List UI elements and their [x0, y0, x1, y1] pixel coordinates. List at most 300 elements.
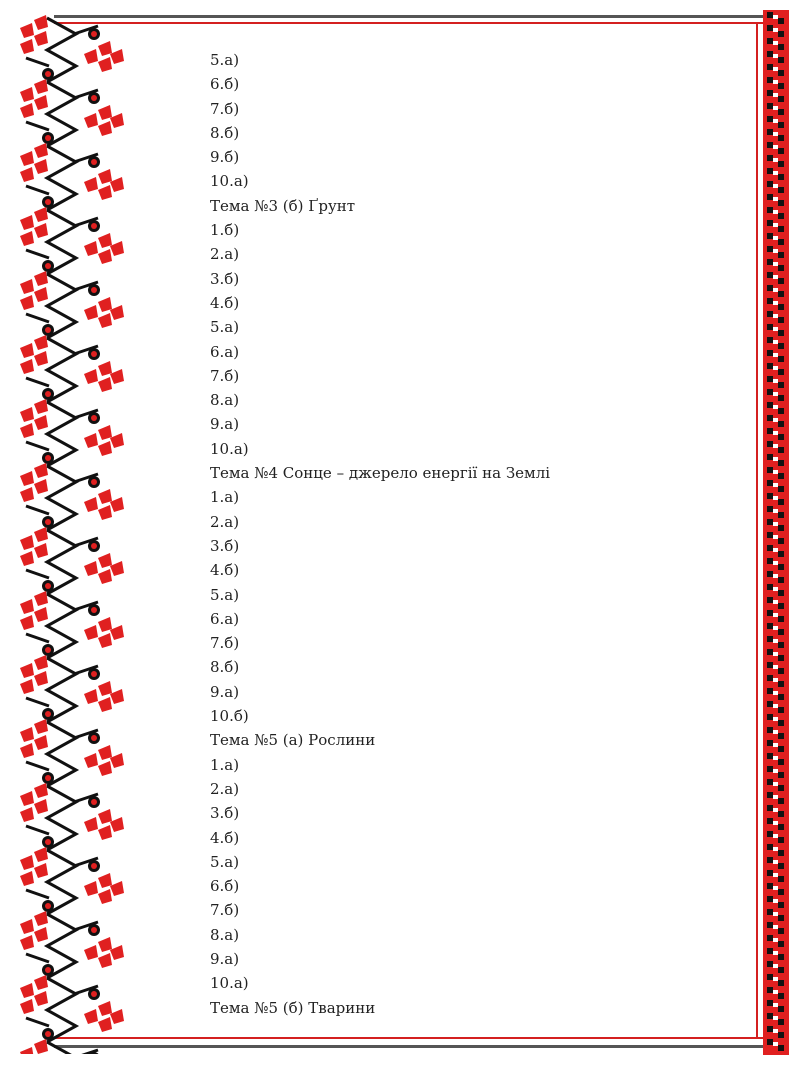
ornament-petal [20, 663, 34, 678]
border-stitch [767, 116, 773, 122]
answer-line: 7.б) [210, 634, 240, 653]
ornament-petal [20, 551, 34, 566]
border-stitch-light [773, 886, 778, 890]
ornament-petal [34, 207, 48, 222]
ornament-petal [98, 761, 112, 776]
border-stitch-light [773, 41, 778, 45]
border-stitch-light [773, 795, 778, 799]
border-stitch [767, 779, 773, 785]
ornament-petal [34, 975, 48, 990]
frame-top-line [54, 15, 764, 18]
border-stitch-light [773, 457, 778, 461]
ornament-petal [34, 735, 48, 750]
ornament-petal [34, 799, 48, 814]
border-stitch [778, 239, 784, 245]
answer-line: 3.б) [210, 269, 240, 288]
border-stitch [767, 753, 773, 759]
border-stitch-light [773, 899, 778, 903]
ornament-petal [98, 553, 112, 568]
ornament-petal [110, 945, 124, 960]
answer-line: 7.б) [210, 99, 240, 118]
ornament-petal [34, 479, 48, 494]
border-stitch-light [773, 327, 778, 331]
answer-line: 9.б) [210, 148, 240, 167]
ornament-petal [110, 817, 124, 832]
border-stitch [767, 467, 773, 473]
answer-line: 2.а) [210, 512, 240, 531]
border-stitch [778, 291, 784, 297]
border-stitch-light [773, 1003, 778, 1007]
border-stitch-light [773, 28, 778, 32]
border-stitch-light [773, 756, 778, 760]
ornament-petal [98, 1017, 112, 1032]
border-stitch [767, 961, 773, 967]
ornament-petal [20, 855, 34, 870]
border-stitch [778, 759, 784, 765]
ornament-petal [34, 271, 48, 286]
border-stitch [778, 421, 784, 427]
border-stitch [767, 246, 773, 252]
border-stitch [778, 343, 784, 349]
ornament-berry-center [91, 159, 97, 165]
border-stitch [767, 584, 773, 590]
border-stitch-light [773, 353, 778, 357]
ornament-branch [26, 186, 49, 194]
ornament-petal [110, 177, 124, 192]
ornament-branch [26, 122, 49, 130]
ornament-branch [26, 954, 49, 962]
border-stitch [767, 389, 773, 395]
ornament-berry-center [91, 543, 97, 549]
frame-right-red-line [756, 22, 758, 1039]
border-stitch-light [773, 808, 778, 812]
ornament-berry-center [45, 583, 51, 589]
ornament-berry-center [45, 71, 51, 77]
border-stitch-light [773, 1029, 778, 1033]
ornament-petal [20, 487, 34, 502]
border-stitch [778, 122, 784, 128]
ornament-branch [26, 634, 49, 642]
ornament-petal [110, 753, 124, 768]
border-stitch-light [773, 483, 778, 487]
ornament-petal [20, 359, 34, 374]
ornament-branch [26, 58, 49, 66]
border-stitch-light [773, 288, 778, 292]
ornament-petal [110, 689, 124, 704]
ornament-petal [20, 871, 34, 886]
ornament-berry-center [91, 607, 97, 613]
border-stitch [767, 220, 773, 226]
ornament-petal [98, 233, 112, 248]
border-stitch [767, 506, 773, 512]
border-stitch [778, 655, 784, 661]
ornament-petal [84, 945, 98, 960]
ornament-petal [20, 23, 34, 38]
border-stitch [767, 610, 773, 616]
border-stitch [767, 831, 773, 837]
ornament-petal [20, 407, 34, 422]
border-stitch [778, 707, 784, 713]
ornament-petal [34, 671, 48, 686]
ornament-branch [26, 698, 49, 706]
border-stitch [778, 980, 784, 986]
border-stitch-light [773, 418, 778, 422]
border-stitch-light [773, 574, 778, 578]
ornament-petal [98, 953, 112, 968]
ornament-petal [84, 177, 98, 192]
ornament-petal [110, 433, 124, 448]
border-stitch-light [773, 145, 778, 149]
border-stitch [767, 454, 773, 460]
ornament-branch [26, 826, 49, 834]
answer-line: 10.а) [210, 974, 249, 993]
border-stitch [767, 285, 773, 291]
ornament-petal [84, 625, 98, 640]
ornament-petal [34, 31, 48, 46]
ornament-branch [26, 570, 49, 578]
ornament-petal [20, 295, 34, 310]
ornament-petal [20, 999, 34, 1014]
ornament-branch [26, 250, 49, 258]
ornament-petal [84, 689, 98, 704]
border-stitch [767, 597, 773, 603]
answer-line: 4.б) [210, 828, 240, 847]
ornament-petal [34, 543, 48, 558]
border-stitch [767, 233, 773, 239]
ornament-berry-center [45, 519, 51, 525]
border-stitch [778, 1006, 784, 1012]
border-stitch-light [773, 704, 778, 708]
border-stitch [778, 772, 784, 778]
ornament-berry-center [91, 415, 97, 421]
ornament-petal [20, 1047, 34, 1054]
ornament-berry-center [91, 31, 97, 37]
border-stitch-light [773, 496, 778, 500]
border-stitch-light [773, 613, 778, 617]
ornament-berry-center [91, 223, 97, 229]
border-stitch [767, 441, 773, 447]
border-stitch [778, 382, 784, 388]
answer-line: 3.б) [210, 536, 240, 555]
ornament-petal [98, 937, 112, 952]
border-stitch [778, 460, 784, 466]
border-stitch [778, 174, 784, 180]
ornament-petal [20, 231, 34, 246]
border-stitch-light [773, 301, 778, 305]
ornament-petal [20, 215, 34, 230]
ornament-petal [84, 881, 98, 896]
border-stitch-light [773, 171, 778, 175]
border-stitch [767, 636, 773, 642]
ornament-petal [98, 873, 112, 888]
border-stitch [767, 1039, 773, 1045]
border-stitch [778, 434, 784, 440]
border-stitch-light [773, 275, 778, 279]
border-stitch-light [773, 769, 778, 773]
ornament-petal [34, 991, 48, 1006]
ornament-petal [20, 791, 34, 806]
border-stitch [778, 642, 784, 648]
border-stitch [778, 278, 784, 284]
ornament-petal [34, 655, 48, 670]
border-stitch [778, 369, 784, 375]
ornament-petal [98, 809, 112, 824]
border-stitch-light [773, 977, 778, 981]
ornament-petal [84, 1009, 98, 1024]
ornament-petal [20, 279, 34, 294]
border-stitch [778, 564, 784, 570]
ornament-branch [26, 378, 49, 386]
border-stitch [778, 798, 784, 804]
border-stitch-light [773, 67, 778, 71]
ornament-petal [34, 95, 48, 110]
border-stitch-light [773, 54, 778, 58]
ornament-petal [20, 343, 34, 358]
ornament-berry-center [91, 927, 97, 933]
ornament-petal [84, 433, 98, 448]
answer-line: 4.б) [210, 561, 240, 580]
border-stitch [778, 915, 784, 921]
border-stitch [767, 662, 773, 668]
border-stitch [767, 324, 773, 330]
border-stitch [778, 187, 784, 193]
ornament-petal [20, 807, 34, 822]
border-stitch [778, 941, 784, 947]
answer-line: 10.б) [210, 707, 249, 726]
ornament-petal [34, 527, 48, 542]
ornament-petal [98, 825, 112, 840]
ornament-petal [98, 617, 112, 632]
answer-line: 7.б) [210, 366, 240, 385]
ornament-petal [34, 1039, 48, 1054]
ornament-petal [34, 911, 48, 926]
ornament-petal [84, 561, 98, 576]
border-stitch [767, 805, 773, 811]
ornament-petal [98, 441, 112, 456]
section-heading: Тема №4 Сонце – джерело енергії на Землі [210, 464, 551, 483]
border-stitch [778, 148, 784, 154]
answer-line: 2.а) [210, 779, 240, 798]
border-stitch [778, 746, 784, 752]
answer-list [210, 48, 550, 1020]
border-stitch [767, 493, 773, 499]
border-stitch [778, 876, 784, 882]
border-stitch [767, 1000, 773, 1006]
border-stitch [767, 181, 773, 187]
border-stitch-light [773, 210, 778, 214]
border-stitch-light [773, 600, 778, 604]
ornament-berry-center [91, 287, 97, 293]
border-stitch [778, 577, 784, 583]
ornament-berry-center [91, 863, 97, 869]
ornament-petal [98, 185, 112, 200]
border-stitch [778, 525, 784, 531]
border-stitch [767, 51, 773, 57]
ornament-petal [98, 297, 112, 312]
border-stitch [778, 629, 784, 635]
ornament-petal [34, 287, 48, 302]
ornament-stem [47, 1042, 76, 1054]
border-stitch [778, 135, 784, 141]
border-stitch [778, 109, 784, 115]
answer-line: 6.а) [210, 609, 240, 628]
ornament-petal [34, 719, 48, 734]
border-stitch [767, 883, 773, 889]
border-stitch-light [773, 132, 778, 136]
ornament-petal [34, 927, 48, 942]
border-stitch-light [773, 925, 778, 929]
border-stitch [767, 987, 773, 993]
ornament-berry-center [91, 95, 97, 101]
border-stitch [767, 155, 773, 161]
border-stitch-light [773, 639, 778, 643]
border-stitch [767, 38, 773, 44]
border-stitch [778, 928, 784, 934]
ornament-petal [20, 535, 34, 550]
border-stitch [778, 18, 784, 24]
border-stitch [767, 727, 773, 733]
ornament-petal [98, 121, 112, 136]
border-stitch [778, 590, 784, 596]
answer-line: 10.а) [210, 172, 249, 191]
border-stitch [778, 902, 784, 908]
ornament-petal [20, 919, 34, 934]
ornament-petal [34, 463, 48, 478]
ornament-petal [34, 223, 48, 238]
border-stitch [767, 714, 773, 720]
border-stitch [767, 129, 773, 135]
border-stitch [767, 870, 773, 876]
ornament-petal [20, 599, 34, 614]
border-stitch [778, 1019, 784, 1025]
ornament-branch [26, 506, 49, 514]
border-stitch [767, 818, 773, 824]
border-stitch [767, 675, 773, 681]
ornament-petal [98, 505, 112, 520]
border-stitch [767, 64, 773, 70]
ornament-branch [26, 1018, 49, 1026]
border-stitch [778, 967, 784, 973]
ornament-petal [98, 489, 112, 504]
border-stitch [767, 337, 773, 343]
border-stitch [767, 571, 773, 577]
border-stitch-light [773, 964, 778, 968]
border-stitch-light [773, 561, 778, 565]
answer-line: 5.а) [210, 585, 240, 604]
answer-line: 10.а) [210, 439, 249, 458]
border-stitch [767, 792, 773, 798]
ornament-petal [98, 633, 112, 648]
ornament-petal [110, 497, 124, 512]
ornament-berry-center [45, 135, 51, 141]
ornament-petal [110, 881, 124, 896]
border-stitch-light [773, 665, 778, 669]
ornament-petal [110, 241, 124, 256]
answer-line: 6.а) [210, 342, 240, 361]
ornament-petal [98, 57, 112, 72]
border-stitch-light [773, 847, 778, 851]
answer-line: 9.а) [210, 949, 240, 968]
border-stitch [767, 922, 773, 928]
border-stitch-light [773, 392, 778, 396]
embroidery-ornament-left [14, 14, 126, 1054]
border-stitch [778, 213, 784, 219]
border-stitch-light [773, 470, 778, 474]
ornament-petal [98, 313, 112, 328]
answer-line: 1.б) [210, 221, 240, 240]
border-stitch [767, 77, 773, 83]
border-stitch [778, 44, 784, 50]
border-stitch [767, 1013, 773, 1019]
embroidery-ornament-right [763, 10, 789, 1055]
answer-line: 1.а) [210, 755, 240, 774]
ornament-berry-center [45, 1031, 51, 1037]
ornament-berry-center [91, 351, 97, 357]
border-stitch [778, 512, 784, 518]
ornament-berry-center [45, 775, 51, 781]
ornament-petal [34, 607, 48, 622]
border-stitch-light [773, 743, 778, 747]
border-stitch [767, 701, 773, 707]
ornament-petal [34, 79, 48, 94]
border-stitch-light [773, 236, 778, 240]
ornament-berry-center [45, 391, 51, 397]
border-stitch-light [773, 106, 778, 110]
ornament-petal [34, 399, 48, 414]
border-stitch [767, 740, 773, 746]
border-stitch [767, 688, 773, 694]
border-stitch [767, 90, 773, 96]
border-stitch [778, 447, 784, 453]
answer-line: 5.а) [210, 852, 240, 871]
ornament-berry-center [45, 455, 51, 461]
border-stitch-light [773, 691, 778, 695]
border-stitch [767, 350, 773, 356]
border-stitch [778, 356, 784, 362]
border-stitch [778, 785, 784, 791]
ornament-petal [34, 783, 48, 798]
border-stitch [767, 649, 773, 655]
answer-line: 4.б) [210, 293, 240, 312]
border-stitch [767, 415, 773, 421]
ornament-petal [110, 49, 124, 64]
ornament-berry-center [91, 991, 97, 997]
answer-line: 6.б) [210, 75, 240, 94]
border-stitch [767, 25, 773, 31]
border-stitch-light [773, 223, 778, 227]
border-stitch [767, 402, 773, 408]
border-stitch-light [773, 626, 778, 630]
border-stitch [778, 993, 784, 999]
ornament-berry-center [45, 839, 51, 845]
ornament-petal [110, 561, 124, 576]
border-stitch [767, 194, 773, 200]
border-stitch [778, 668, 784, 674]
border-stitch [778, 473, 784, 479]
border-stitch [767, 207, 773, 213]
border-stitch-light [773, 678, 778, 682]
border-stitch [767, 623, 773, 629]
ornament-petal [20, 151, 34, 166]
ornament-petal [98, 361, 112, 376]
border-stitch [778, 200, 784, 206]
answer-line: 6.б) [210, 877, 240, 896]
ornament-petal [84, 49, 98, 64]
ornament-petal [20, 743, 34, 758]
border-stitch-light [773, 314, 778, 318]
ornament-petal [20, 727, 34, 742]
border-stitch [778, 954, 784, 960]
